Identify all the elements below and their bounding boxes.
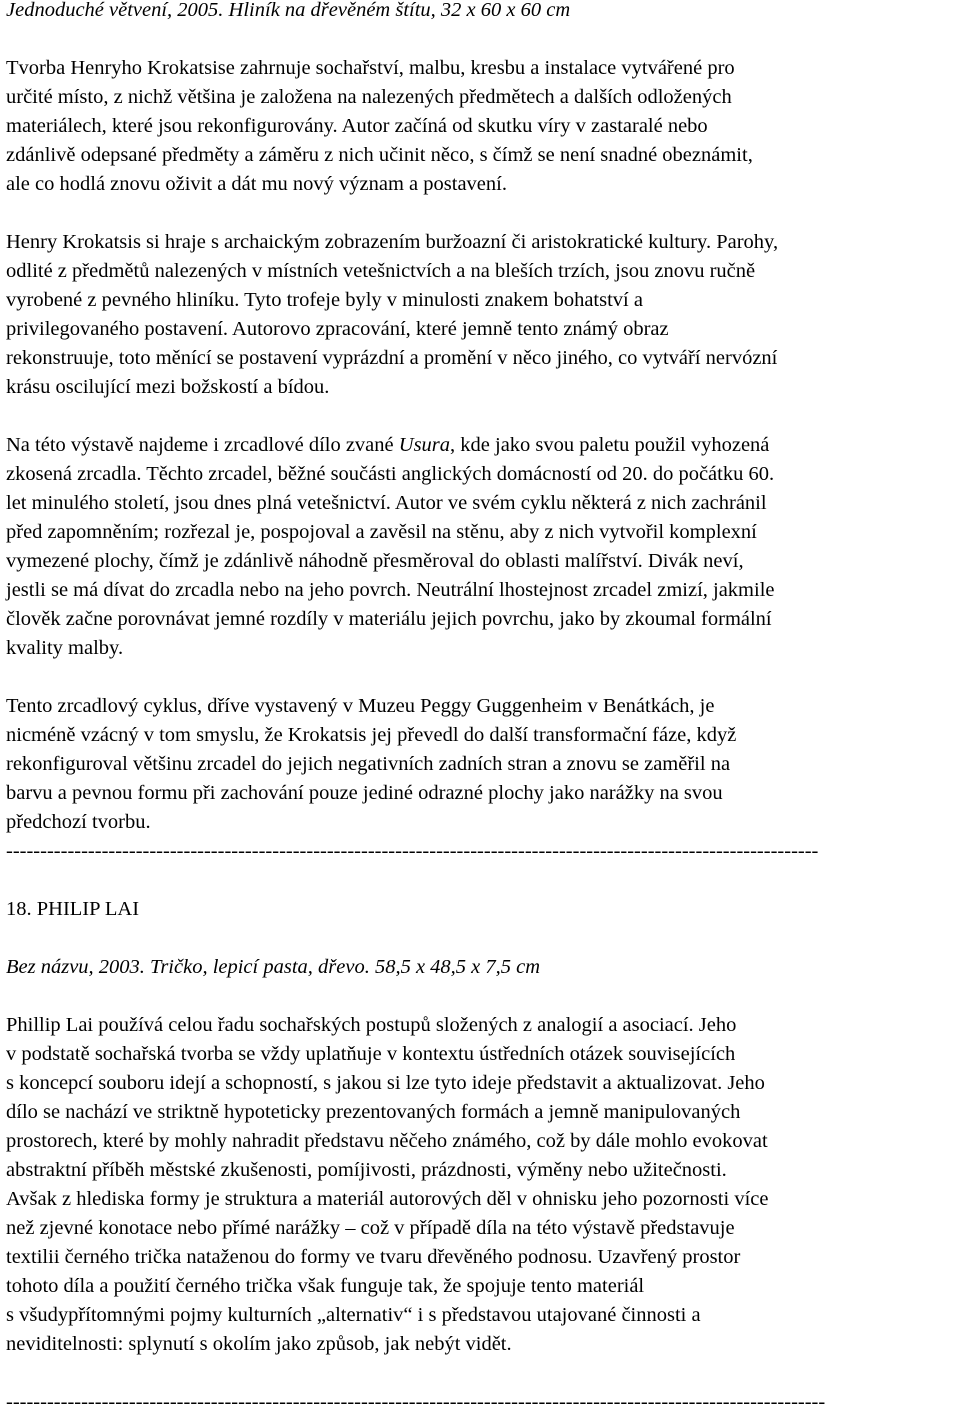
paragraph-krokatsis-usura	[6, 431, 954, 663]
spacer	[6, 402, 954, 431]
artwork-caption: Bez názvu, 2003. Tričko, lepicí pasta, dřevo. 58,5 x 48,5 x 7,5 cm	[6, 956, 541, 978]
text-line: jestli se má dívat do zrcadla nebo na jeho povrch. Neutrální lhostejnost zrcadel zmizí, jakmile	[6, 579, 775, 601]
spacer	[6, 866, 954, 895]
text-line: předchozí tvorbu.	[6, 811, 151, 833]
text-line: privilegovaného postavení. Autorovo zpracování, které jemně tento známý obraz	[6, 318, 669, 340]
spacer	[6, 982, 954, 1011]
artwork-caption: Jednoduché větvení, 2005. Hliník na dřevěném štítu, 32 x 60 x 60 cm	[6, 0, 571, 21]
text-line: odlité z předmětů nalezených v místních vetešnictvích a na bleších trzích, jsou znovu ručně	[6, 260, 756, 282]
document-page	[6, 0, 954, 1417]
text-line: před zapomněním; rozřezal je, pospojoval a zavěsil na stěnu, aby z nich vytvořil komplexní	[6, 521, 757, 543]
text-line	[6, 431, 954, 460]
text-run: , kde jako svou paletu použil vyhozená	[450, 434, 770, 456]
text-line: Tvorba Henryho Krokatsise zahrnuje sochařství, malbu, kresbu a instalace vytvářené pro	[6, 57, 735, 79]
text-line: vymezené plochy, čímž je zdánlivě náhodně přesměroval do oblasti malířství. Divák neví,	[6, 550, 744, 572]
text-line: Phillip Lai používá celou řadu sochařských postupů složených z analogií a asociací. Jeho	[6, 1014, 737, 1036]
text-line: Avšak z hlediska formy je struktura a materiál autorových děl v ohnisku jeho pozornosti více	[6, 1188, 769, 1210]
dashed-separator: -----------------------------------------------------------------------------------------------------------------------	[6, 840, 819, 862]
text-line: tohoto díla a použití černého trička však funguje tak, že spojuje tento materiál	[6, 1275, 645, 1297]
text-line: zkosená zrcadla. Těchto zrcadel, běžné součásti anglických domácností od 20. do počátku 60.	[6, 463, 775, 485]
text-line: člověk začne porovnávat jemné rozdíly v materiálu jejich povrchu, jako by zkoumal formální	[6, 608, 772, 630]
text-line: s koncepcí souboru idejí a schopností, s jakou si lze tyto ideje představit a aktualizovat. Jeho	[6, 1072, 765, 1094]
paragraph-lai	[6, 1011, 954, 1359]
text-line: zdánlivě odepsané předměty a záměru z nich učinit něco, s čímž se není snadné obeznámit,	[6, 144, 753, 166]
spacer	[6, 663, 954, 692]
text-line: barvu a pevnou formu při zachování pouze jediné odrazné plochy jako narážky na svou	[6, 782, 723, 804]
paragraph-krokatsis-intro	[6, 54, 954, 199]
paragraph-krokatsis-mirror-cycle	[6, 692, 954, 837]
text-line: v podstatě sochařská tvorba se vždy uplatňuje v kontextu ústředních otázek souvisejících	[6, 1043, 736, 1065]
text-line: dílo se nachází ve striktně hypoteticky prezentovaných formách a jemně manipulovaných	[6, 1101, 741, 1123]
section-heading: 18. PHILIP LAI	[6, 898, 140, 920]
text-line: krásu oscilující mezi božskostí a bídou.	[6, 376, 330, 398]
dashed-separator: ------------------------------------------------------------------------------------------------------------------------	[6, 1391, 826, 1413]
spacer	[6, 199, 954, 228]
text-line: let minulého století, jsou dnes plná vetešnictví. Autor ve svém cyklu některá z nich zachránil	[6, 492, 767, 514]
text-line: s všudypřítomnými pojmy kulturních „alternativ“ i s představou utajované činnosti a	[6, 1304, 701, 1326]
text-line: rekonfiguroval většinu zrcadel do jejich negativních zadních stran a znovu se zaměřil na	[6, 753, 731, 775]
text-line: textilii černého trička nataženou do formy ve tvaru dřevěného podnosu. Uzavřený prostor	[6, 1246, 741, 1268]
text-line: prostorech, které by mohly nahradit představu něčeho známého, což by dále mohlo evokovat	[6, 1130, 768, 1152]
text-line: materiálech, které jsou rekonfigurovány. Autor začíná od skutku víry v zastaralé nebo	[6, 115, 708, 137]
text-line: Tento zrcadlový cyklus, dříve vystavený v Muzeu Peggy Guggenheim v Benátkách, je	[6, 695, 715, 717]
text-line: určité místo, z nichž většina je založena na nalezených předmětech a dalších odložených	[6, 86, 732, 108]
text-line: nicméně vzácný v tom smyslu, že Krokatsis jej převedl do další transformační fáze, když	[6, 724, 737, 746]
text-line: neviditelnosti: splynutí s okolím jako způsob, jak nebýt vidět.	[6, 1333, 512, 1355]
text-line: Henry Krokatsis si hraje s archaickým zobrazením buržoazní či aristokratické kultury. Parohy,	[6, 231, 779, 253]
spacer	[6, 1359, 954, 1388]
text-run: Na této výstavě najdeme i zrcadlové dílo zvané	[6, 434, 399, 456]
paragraph-krokatsis-antlers	[6, 228, 954, 402]
artwork-title-usura: Usura	[398, 434, 451, 456]
text-line: než zjevné konotace nebo přímé narážky – což v případě díla na této výstavě představuje	[6, 1217, 735, 1239]
text-line: vyrobené z pevného hliníku. Tyto trofeje byly v minulosti znakem bohatství a	[6, 289, 643, 311]
spacer	[6, 25, 954, 54]
text-line: kvality malby.	[6, 637, 124, 659]
text-line: ale co hodlá znovu oživit a dát mu nový význam a postavení.	[6, 173, 507, 195]
text-line: abstraktní příběh městské zkušenosti, pomíjivosti, prázdnosti, výměny nebo užitečnosti.	[6, 1159, 727, 1181]
spacer	[6, 924, 954, 953]
text-line: rekonstruuje, toto měnící se postavení vyprázdní a promění v něco jiného, co vytváří nervózní	[6, 347, 778, 369]
